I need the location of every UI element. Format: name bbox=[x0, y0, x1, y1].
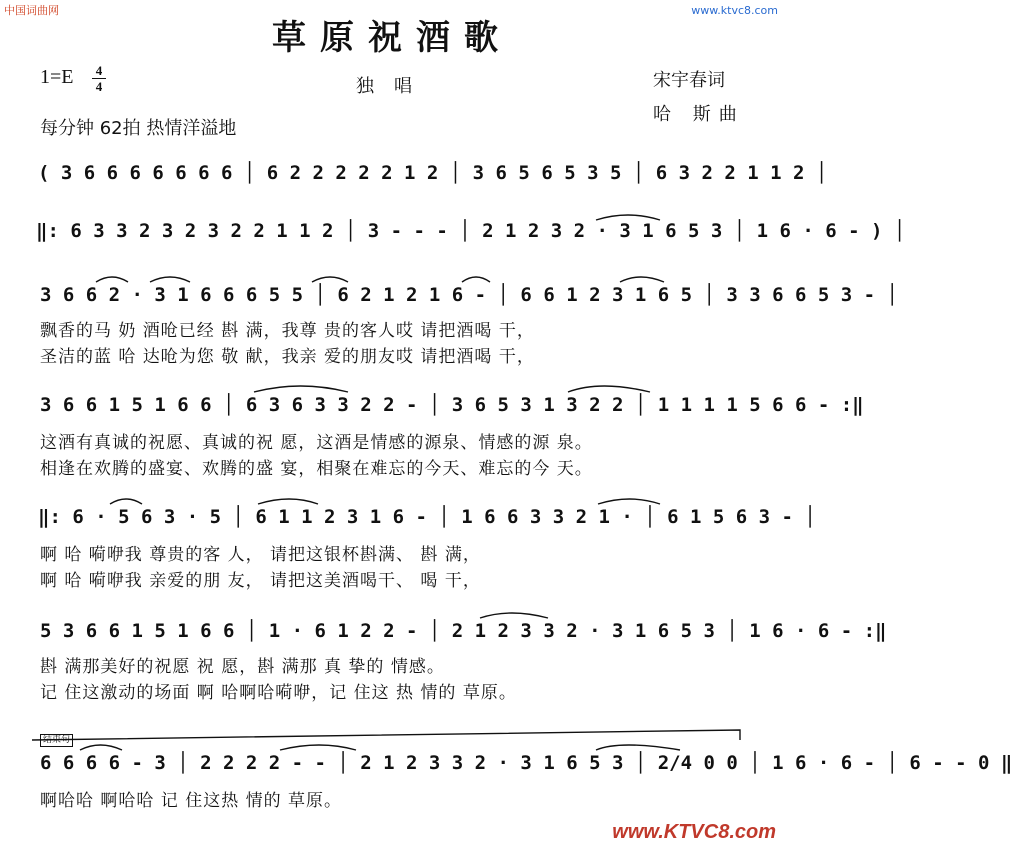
lyric-line-3a: 飘香的马 奶 酒呛已经 斟 满，我尊 贵的客人哎 请把酒喝 干， bbox=[40, 321, 535, 341]
lyric-line-5a: 啊 哈 嗬咿我 尊贵的客 人， 请把这银杯斟满、 斟 满， bbox=[40, 545, 481, 565]
slur bbox=[258, 499, 318, 504]
lyric-line-7: 啊哈哈 啊哈哈 记 住这热 情的 草原。 bbox=[40, 791, 343, 811]
notation-line-6: 5 3 6 6 1 5 1 6 6 │ 1 · 6 1 2 2 - │ 2 1 2 3 3 2 · 3 1 6 5 3 │ 1 6 · 6 - :‖ bbox=[40, 620, 887, 642]
slur bbox=[620, 277, 664, 282]
lyricist: 宋宇春词 bbox=[653, 70, 725, 91]
tempo-marking: 每分钟 62拍 热情洋溢地 bbox=[40, 118, 237, 139]
ending-bracket bbox=[32, 730, 740, 740]
slur bbox=[150, 277, 190, 282]
slur bbox=[480, 613, 548, 618]
lyric-line-6a: 斟 满那美好的祝愿 祝 愿，斟 满那 真 挚的 情感。 bbox=[40, 657, 445, 677]
lyric-line-6b: 记 住这激动的场面 啊 哈啊哈嗬咿，记 住这 热 情的 草原。 bbox=[40, 683, 517, 703]
site-watermark-top-left: 中国词曲网 bbox=[4, 4, 59, 17]
slur bbox=[568, 386, 650, 392]
notation-line-5: ‖: 6 · 5 6 3 · 5 │ 6 1 1 2 3 1 6 - │ 1 6 6 3 3 2 1 · │ 6 1 5 6 3 - │ bbox=[38, 506, 816, 528]
time-signature-bottom: 4 bbox=[95, 79, 103, 94]
performance-type: 独唱 bbox=[356, 76, 432, 97]
slur bbox=[80, 745, 122, 750]
slur bbox=[96, 277, 128, 282]
slur bbox=[596, 745, 680, 750]
notation-line-2: ‖: 6 3 3 2 3 2 3 2 2 1 1 2 │ 3 - - - │ 2 1 2 3 2 · 3 1 6 5 3 │ 1 6 · 6 - ) │ bbox=[36, 220, 906, 242]
slur bbox=[254, 386, 348, 392]
notation-line-1: ( 3 6 6 6 6 6 6 6 │ 6 2 2 2 2 2 1 2 │ 3 6 5 6 5 3 5 │ 6 3 2 2 1 1 2 │ bbox=[38, 162, 828, 184]
slur bbox=[280, 745, 356, 750]
composer: 哈 斯曲 bbox=[653, 104, 745, 125]
time-signature-top: 4 bbox=[95, 63, 103, 78]
site-watermark-bottom: www.KTVC8.com bbox=[612, 821, 776, 843]
slur bbox=[462, 277, 490, 282]
slur bbox=[596, 215, 660, 220]
slur bbox=[110, 499, 142, 504]
site-watermark-top-right: www.ktvc8.com bbox=[691, 4, 778, 17]
notation-line-4: 3 6 6 1 5 1 6 6 │ 6 3 6 3 3 2 2 - │ 3 6 5 3 1 3 2 2 │ 1 1 1 1 5 6 6 - :‖ bbox=[40, 394, 864, 416]
slur bbox=[598, 499, 660, 504]
notation-line-3: 3 6 6 2 · 3 1 6 6 6 5 5 │ 6 2 1 2 1 6 - │ 6 6 1 2 3 1 6 5 │ 3 3 6 6 5 3 - │ bbox=[40, 284, 898, 306]
notation-line-7: 6 6 6 6 - 3 │ 2 2 2 2 - - │ 2 1 2 3 3 2 · 3 1 6 5 3 │ 2/4 0 0 │ 1 6 · 6 - │ 6 - - 0 ‖ bbox=[40, 752, 1012, 774]
song-title: 草原祝酒歌 bbox=[272, 18, 512, 58]
key-signature: 1=E bbox=[40, 66, 74, 88]
slur bbox=[312, 277, 348, 282]
lyric-line-5b: 啊 哈 嗬咿我 亲爱的朋 友， 请把这美酒喝干、 喝 干， bbox=[40, 571, 481, 591]
ending-label: 结束句 bbox=[40, 734, 73, 747]
lyric-line-4b: 相逢在欢腾的盛宴、欢腾的盛 宴，相聚在难忘的今天、难忘的今 天。 bbox=[40, 459, 593, 479]
lyric-line-3b: 圣洁的蓝 哈 达呛为您 敬 献，我亲 爱的朋友哎 请把酒喝 干， bbox=[40, 347, 535, 367]
lyric-line-4a: 这酒有真诚的祝愿、真诚的祝 愿，这酒是情感的源泉、情感的源 泉。 bbox=[40, 433, 593, 453]
